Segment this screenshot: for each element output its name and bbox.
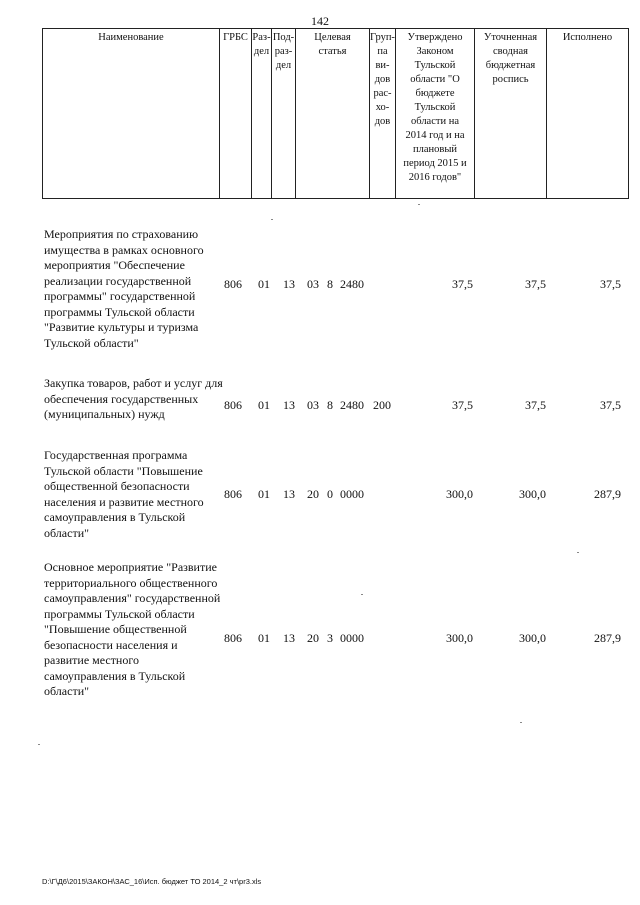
column-header-podrazdel: Под- раз- дел — [272, 29, 296, 198]
row-name: Мероприятия по страхованию имущества в рамках основного мероприятия "Обеспечение реализации государственной программы" государственной программы Тульской области "Развитие культуры и туризма Тульской области" — [44, 227, 204, 350]
column-header-approved: Утверждено Законом Тульской области "О бюджете Тульской области на 2014 год и на плановый период 2015 и 2016 годов" — [396, 29, 475, 198]
cell-podrazdel: 13 — [283, 277, 295, 291]
cell-target-program: 20 — [307, 487, 319, 501]
cell-approved: 300,0 — [446, 631, 473, 645]
cell-refined: 37,5 — [525, 277, 546, 291]
column-header-razdel: Раз- дел — [252, 29, 272, 198]
scan-speck — [418, 204, 420, 205]
cell-razdel: 01 — [258, 487, 270, 501]
cell-grbs: 806 — [224, 398, 242, 412]
column-header-group: Груп- па ви- дов рас- хо- дов — [370, 29, 396, 198]
cell-target-program: 20 — [307, 631, 319, 645]
cell-refined: 300,0 — [519, 487, 546, 501]
cell-approved: 37,5 — [452, 398, 473, 412]
cell-approved: 37,5 — [452, 277, 473, 291]
footer-file-path: D:\Г\Д6\2015\ЗАКОН\ЗАС_16\Исп. бюджет ТО 2014_2 чт\pr3.xls — [42, 877, 262, 886]
scan-speck — [271, 219, 273, 220]
column-header-target: Целевая статья — [296, 29, 370, 198]
cell-target-subprogram: 8 — [327, 398, 333, 412]
scan-speck — [38, 744, 40, 745]
column-header-name: Наименование — [43, 29, 220, 198]
cell-target-program: 03 — [307, 277, 319, 291]
column-header-refined: Уточненная сводная бюджетная роспись — [475, 29, 547, 198]
column-header-executed: Исполнено — [562, 32, 613, 43]
cell-razdel: 01 — [258, 277, 270, 291]
cell-executed: 287,9 — [594, 487, 621, 501]
cell-executed: 287,9 — [594, 631, 621, 645]
cell-podrazdel: 13 — [283, 631, 295, 645]
cell-podrazdel: 13 — [283, 487, 295, 501]
cell-grbs: 806 — [224, 631, 242, 645]
cell-target-direction: 2480 — [340, 277, 364, 291]
cell-approved: 300,0 — [446, 487, 473, 501]
cell-executed: 37,5 — [600, 277, 621, 291]
cell-target-direction: 2480 — [340, 398, 364, 412]
cell-target-direction: 0000 — [340, 487, 364, 501]
row-name: Закупка товаров, работ и услуг для обеспечения государственных (муниципальных) нужд — [44, 376, 223, 421]
cell-grbs: 806 — [224, 277, 242, 291]
page-number: 142 — [311, 14, 329, 28]
cell-refined: 37,5 — [525, 398, 546, 412]
cell-razdel: 01 — [258, 398, 270, 412]
cell-target-direction: 0000 — [340, 631, 364, 645]
cell-target-program: 03 — [307, 398, 319, 412]
cell-grbs: 806 — [224, 487, 242, 501]
cell-executed: 37,5 — [600, 398, 621, 412]
cell-podrazdel: 13 — [283, 398, 295, 412]
scan-speck — [361, 594, 363, 595]
scan-speck — [577, 552, 579, 553]
cell-target-subprogram: 3 — [327, 631, 333, 645]
row-name: Государственная программа Тульской области "Повышение общественной безопасности населения и развитие местного самоуправления в Тульской области" — [44, 448, 204, 540]
cell-group: 200 — [373, 398, 391, 412]
table-header — [42, 28, 629, 199]
column-header-grbs: ГРБС — [220, 29, 252, 198]
row-name: Основное мероприятие "Развитие территориального общественного самоуправления" государственной программы Тульской области "Повышение общественной безопасности населения и развитие местного самоуправления в Тульской области" — [44, 560, 221, 698]
cell-razdel: 01 — [258, 631, 270, 645]
cell-target-subprogram: 0 — [327, 487, 333, 501]
cell-refined: 300,0 — [519, 631, 546, 645]
cell-target-subprogram: 8 — [327, 277, 333, 291]
scan-speck — [520, 722, 522, 723]
